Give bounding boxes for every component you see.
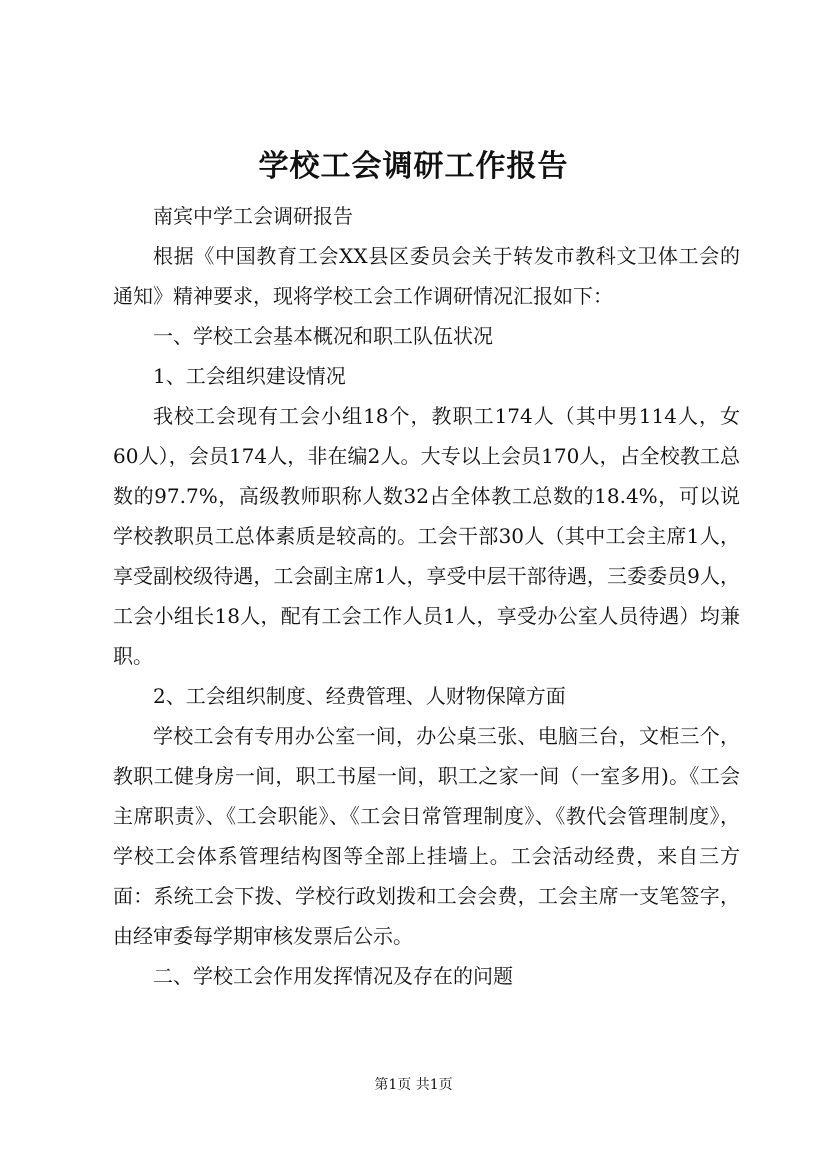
section-heading-1: 一、学校工会基本概况和职工队伍状况 <box>153 324 493 348</box>
subsection-heading-1: 1、工会组织建设情况 <box>153 364 346 388</box>
page-footer: 第1页 共1页 <box>374 1077 453 1093</box>
section-heading-2: 二、学校工会作用发挥情况及存在的问题 <box>153 964 513 988</box>
paragraph-resources: 学校工会有专用办公室一间，办公桌三张、电脑三台，文柜三个，教职工健身房一间，职工书屋一间，职工之家一间（一室多用)。《工会主席职责》、《工会职能》、《工会日常管理制度》、《教代会管理制度》，学校工会体系管理结构图等全部上挂墙上。工会活动经费，来自三方面：系统工会下拨、学校行政划拨和工会会费，工会主席一支笔签字，由经审委每学期审核发票后公示。 <box>113 724 740 948</box>
paragraph-organization: 我校工会现有工会小组18个，教职工174人（其中男114人，女60人），会员174人，非在编2人。大专以上会员170人，占全校教工总数的97.7%，高级教师职称人数32占全体教工总数的18.4%，可以说学校教职员工总体素质是较高的。工会干部30人（其中工会主席1人，享受副校级待遇，工会副主席1人，享受中层干部待遇，三委委员9人，工会小组长18人，配有工会工作人员1人，享受办公室人员待遇）均兼职。 <box>113 404 740 668</box>
paragraph-intro: 根据《中国教育工会XX县区委员会关于转发市教科文卫体工会的通知》精神要求，现将学校工会工作调研情况汇报如下： <box>113 244 740 308</box>
document-body <box>113 196 740 996</box>
document-title: 学校工会调研工作报告 <box>258 149 569 184</box>
paragraph-subtitle: 南宾中学工会调研报告 <box>153 204 353 228</box>
subsection-heading-2: 2、工会组织制度、经费管理、人财物保障方面 <box>153 684 566 708</box>
